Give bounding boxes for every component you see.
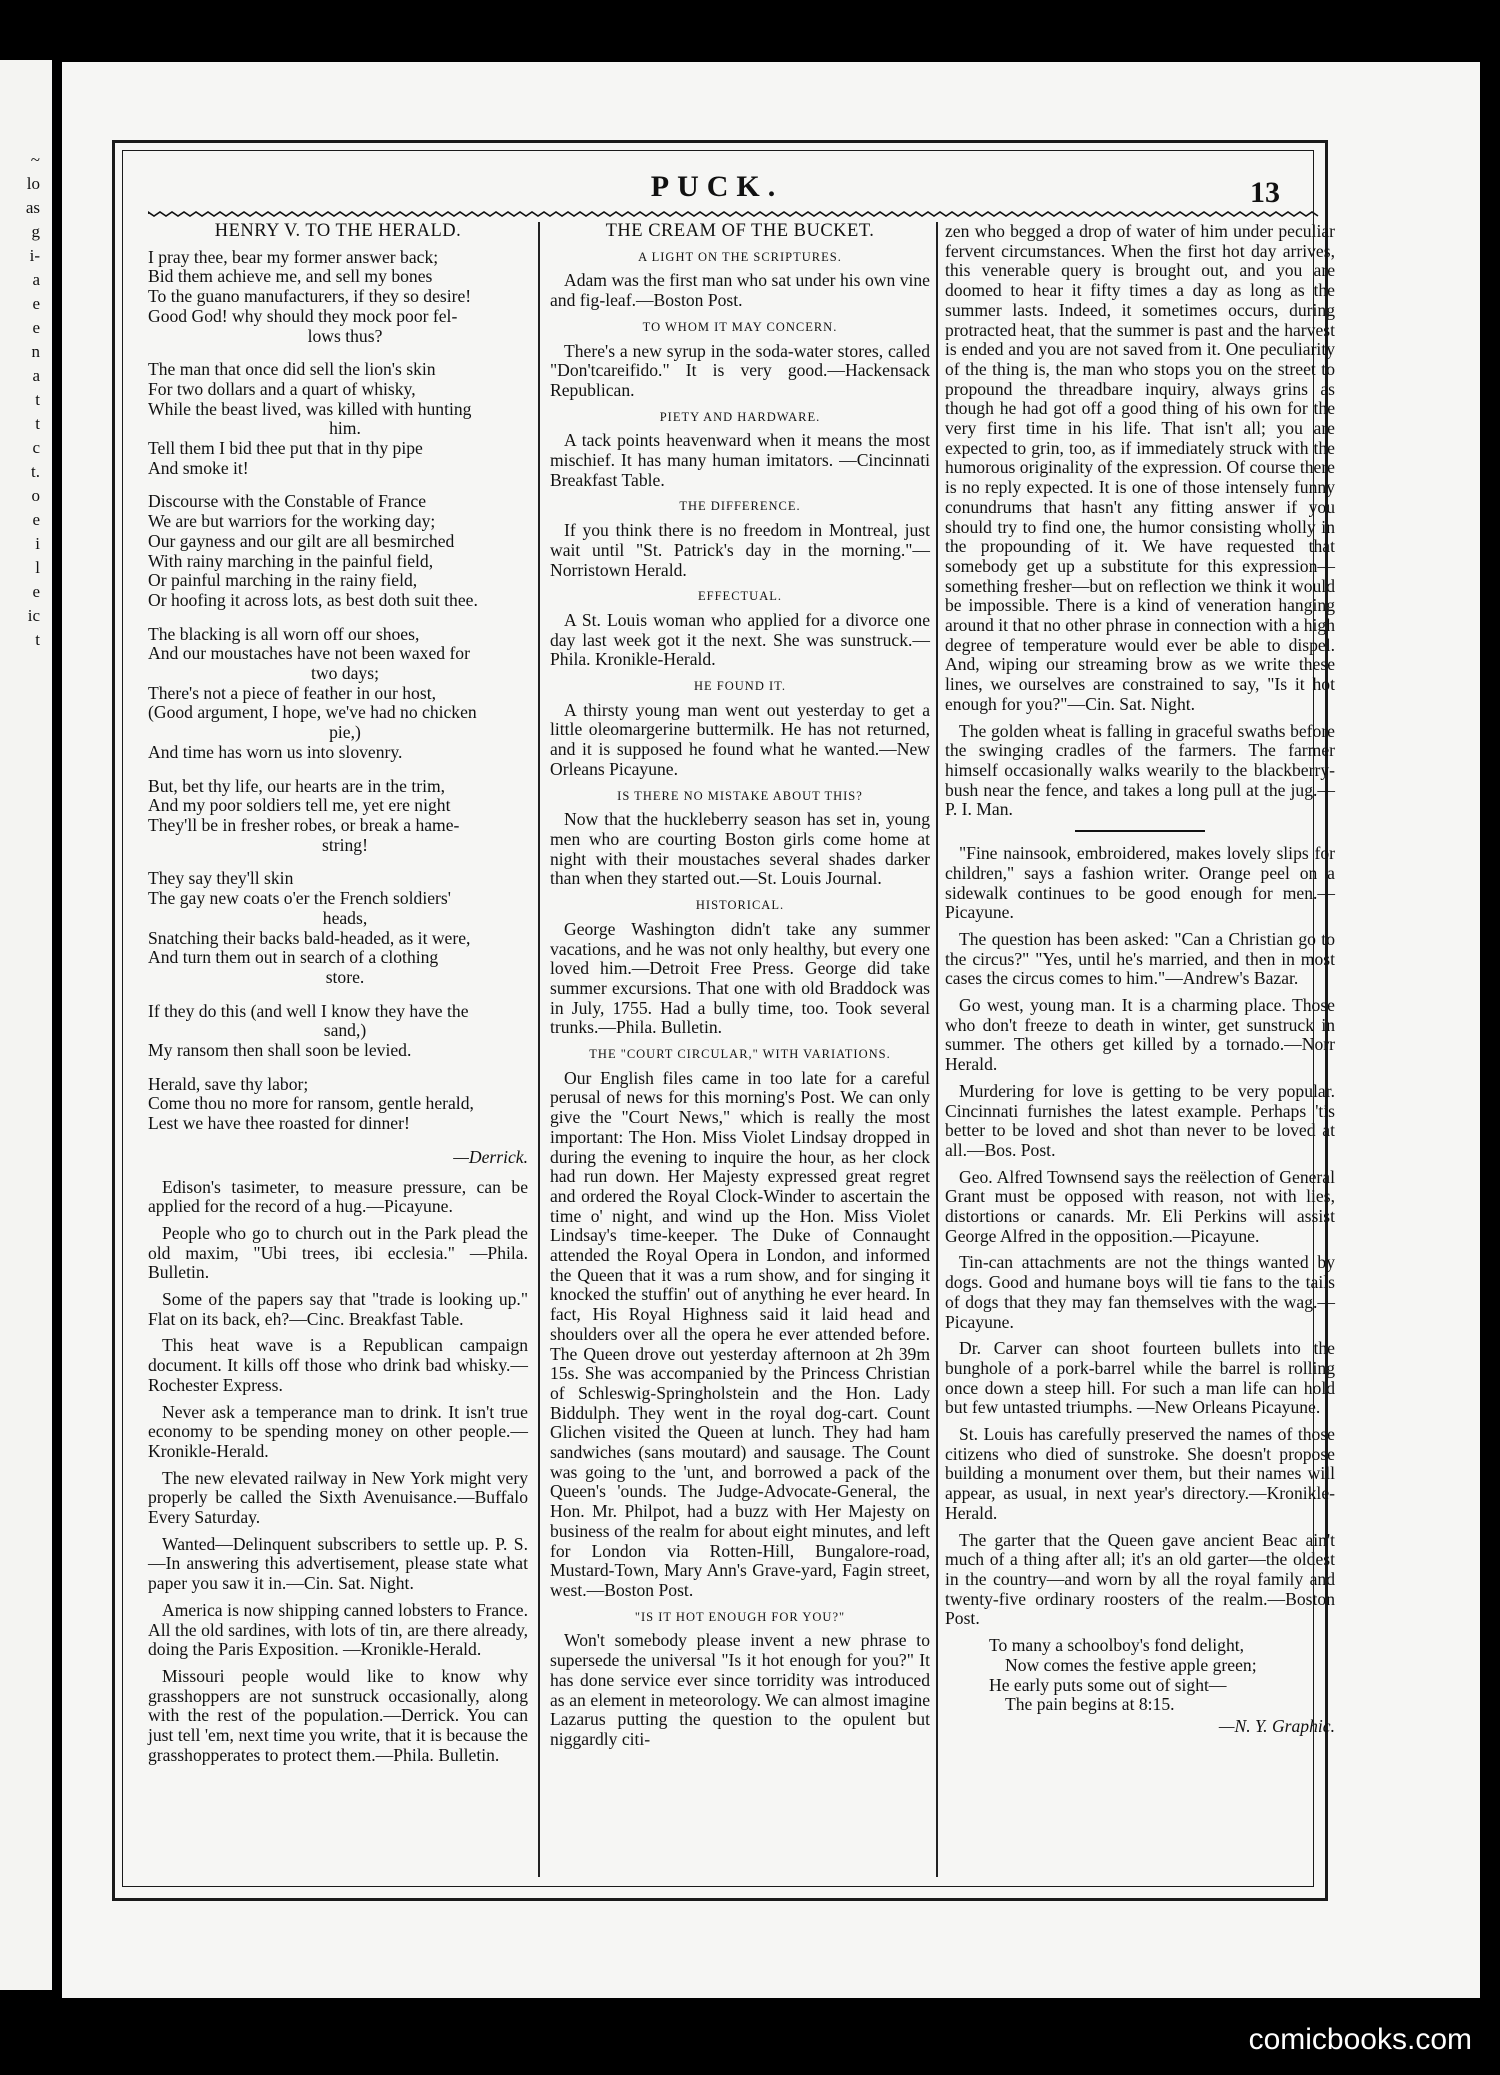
news-item: Wanted—Delinquent subscribers to settle up. P. S.—In answering this advertisement, please state what paper you saw it in.—Cin. Sat. Night. <box>148 1533 528 1594</box>
poem-line: They say they'll skin <box>148 868 294 889</box>
column-2-sections <box>550 248 930 1750</box>
column-3-items-2 <box>945 844 1335 1629</box>
news-item: Dr. Carver can shoot fourteen bullets into the bunghole of a pork-barrel while the barrel is rolling once down a steep hill. For such a man life can hold but few untasted triumphs. —New Orleans Picayune. <box>945 1338 1335 1418</box>
adjacent-page-fragment: as <box>25 198 40 217</box>
section-heading: THE DIFFERENCE. <box>679 499 801 514</box>
adjacent-page-fragment: lo <box>26 174 40 193</box>
poem-line: string! <box>322 834 368 855</box>
adjacent-page-fragment: e <box>32 510 40 529</box>
section-heading: PIETY AND HARDWARE. <box>659 409 821 424</box>
poem-stanza <box>148 625 528 763</box>
poem-line: lows thus? <box>307 325 383 346</box>
news-item: The question has been asked: "Can a Christian go to the circus?" "Yes, until he's married, and then in most cases the circus comes to him."—Andrew's Bazar. <box>945 928 1335 989</box>
adjacent-page-fragment: o <box>31 486 40 505</box>
poem-line: With rainy marching in the painful field, <box>148 550 434 571</box>
poem-line: My ransom then shall soon be levied. <box>148 1040 412 1061</box>
section-heading: HISTORICAL. <box>695 898 785 913</box>
poem-line: (Good argument, I hope, we've had no chicken <box>148 702 477 723</box>
closing-verse <box>989 1636 1335 1715</box>
section-text: A tack points heavenward when it means the most mischief. It has many human imitators. —Cincinnati Breakfast Table. <box>550 430 930 490</box>
verse-line: To many a schoolboy's fond delight, <box>989 1635 1245 1656</box>
adjacent-page-strip <box>0 60 52 1990</box>
section-text: If you think there is no freedom in Montreal, just wait until "St. Patrick's day in the morning."—Norristown Herald. <box>550 520 930 580</box>
section-text: A St. Louis woman who applied for a divorce one day last week got it the next. She was sunstruck.—Phila. Kronikle-Herald. <box>550 609 930 670</box>
news-item: The new elevated railway in New York might very properly be called the Sixth Avenuisance.—Buffalo Every Saturday. <box>148 1467 528 1528</box>
poem-line: While the beast lived, was killed with hunting <box>148 398 472 419</box>
poem-line: We are but warriors for the working day; <box>148 511 436 532</box>
adjacent-page-fragment: t. <box>31 462 40 481</box>
poem-line: Come thou no more for ransom, gentle herald, <box>148 1093 474 1114</box>
poem-stanza <box>148 360 528 478</box>
poem-line: But, bet thy life, our hearts are in the trim, <box>148 775 446 796</box>
poem-line: They'll be in fresher robes, or break a hame- <box>148 814 460 835</box>
site-watermark: comicbooks.com <box>1248 2023 1472 2056</box>
poem-title: HENRY V. TO THE HERALD. <box>214 221 462 241</box>
poem-line: store. <box>325 966 365 987</box>
section-heading: THE "COURT CIRCULAR," WITH VARIATIONS. <box>589 1047 891 1062</box>
poem-line: The blacking is all worn off our shoes, <box>148 623 420 644</box>
poem-line: Herald, save thy labor; <box>148 1073 309 1094</box>
poem-line: pie,) <box>329 722 361 743</box>
news-item: People who go to church out in the Park plead the old maxim, "Ubi trees, ibi ecclesia." —Phila. Bulletin. <box>148 1222 528 1283</box>
section-heading: IS THERE NO MISTAKE ABOUT THIS? <box>617 788 863 803</box>
news-item: Geo. Alfred Townsend says the reëlection of General Grant must be opposed with reason, not with lies, distortions or canards. Mr. Eli Perkins will assist George Alfred in the opposition.—Picayune. <box>945 1166 1335 1246</box>
separator-rule <box>1075 830 1205 832</box>
poem-stanza <box>148 492 528 610</box>
news-item: America is now shipping canned lobsters to France. All the old sardines, with lots of tin, are there already, doing the Paris Exposition. —Kronikle-Herald. <box>148 1599 528 1660</box>
column-1 <box>148 222 528 1773</box>
news-item: This heat wave is a Republican campaign document. It kills off those who drink bad whisky.—Rochester Express. <box>148 1335 528 1395</box>
column-rule-1 <box>538 222 540 1877</box>
poem-stanza <box>148 1075 528 1134</box>
section-text: George Washington didn't take any summer vacations, and he was not only healthy, but every one loved him.—Detroit Free Press. George did take summer excursions. That one with old Braddock was in July, 1755. Had a bully time, too. Took several trunks.—Phila. Bulletin. <box>550 918 930 1038</box>
poem-line: Or painful marching in the rainy field, <box>148 570 418 591</box>
column-3 <box>945 222 1335 1747</box>
news-item: The golden wheat is falling in graceful swaths before the swinging cradles of the farmers. The farmer himself occasionally walks wearily to the blackberry-bush near the fence, and takes a long pull at the jug.—P. I. Man. <box>945 720 1335 820</box>
poem-line: Good God! why should they mock poor fel- <box>148 305 458 326</box>
column-3-items <box>945 222 1335 820</box>
poem-line: And my poor soldiers tell me, yet ere night <box>148 795 451 816</box>
news-item: Murdering for love is getting to be very popular. Cincinnati furnishes the latest example. Perhaps 'tis better to be loved and shot than never to be loved at all.—Bos. Post. <box>945 1080 1335 1160</box>
poem-line: To the guano manufacturers, if they so desire! <box>148 286 472 307</box>
verse-signature: —N. Y. Graphic. <box>1218 1715 1335 1736</box>
section-heading: HE FOUND IT. <box>694 679 786 694</box>
news-item: zen who begged a drop of water of him under peculiar fervent circumstances. When the first hot day arrives, this venerable query is brought out, and you are doomed to hear it fifty times a day as long as the summer lasts. Indeed, it sometimes occurs, during protracted heat, that the summer is past and the harvest is ended and you are not saved from it. One peculiarity of the thing is, the man who stops you on the street to propound the threadbare inquiry, always grins as though he had got off a good thing of his own for the very first time in his life. That isn't all; you are expected to grin, too, as if immediately struck with the humorous originality of the expression. Of course there is no reply expected. It is one of those intensely funny conundrums that hasn't any fitting answer if you should try to find one, the humor consisting wholly in the propounding of it. We have requested that somebody get up a substitute for this expression—something fresher—but on reflection we think it would be impossible. There is a kind of veneration hanging around it that no other phrase in connection with a high degree of temperature would ever be able to dispel. And, wiping our streaming brow as we write these lines, we ourselves are constrained to say, "Is it hot enough for you?"—Cin. Sat. Night. <box>945 221 1335 714</box>
poem-line: And turn them out in search of a clothing <box>148 947 439 968</box>
poem-stanza <box>148 777 528 856</box>
section-text: There's a new syrup in the soda-water stores, called "Don'tcareifido." It is very good.—Hackensack Republican. <box>550 340 930 400</box>
poem-line: There's not a piece of feather in our host, <box>148 682 436 703</box>
news-item: St. Louis has carefully preserved the names of those citizens who died of sunstroke. She doesn't propose building a monument over them, but their names will appear, as usual, in next year's directory.—Kronikle-Herald. <box>945 1424 1335 1523</box>
news-item: Edison's tasimeter, to measure pressure, can be applied for the record of a hug.—Picayune. <box>148 1176 528 1217</box>
masthead <box>122 170 1312 210</box>
section-text: Our English files came in too late for a careful perusal of news for this morning's Post. We can only give the "Court News," which is really the most important: The Hon. Miss Violet Lindsay dropped in during the evening to inquire the hour, as her clock had run down. Her Majesty expressed great regret and ordered the Royal Clock-Winder to ascertain the time o' night, and wind up the Hon. Miss Violet Lindsay's time-keeper. The Duke of Connaught attended the Royal Opera in London, and informed the Queen that it was a rum show, and for singing it knocked the stuffin' out of anything he ever heard. In fact, His Royal Highness said it laid head and shoulders over all the opera he ever attended before. The Queen drove out yesterday afternoon at 2h 39m 15s. She was accompanied by the Princess Christian of Schleswig-Springholstein and the Hon. Lady Biddulph. They went in the royal dog-cart. Count Glichen visited the Queen at lunch. They had ham sandwiches (sans moutard) and sausage. The Count was going to the 'unt, and borrowed a pack of the Queen's 'ounds. The Judge-Advocate-General, the Hon. Mr. Philpot, had a buzz with Her Majesty on business of the realm for about eight minutes, and left for London via Rotten-Hill, Bungalore-road, Mustard-Town, Mary Ann's Grave-yard, Fagin street, west.—Boston Post. <box>550 1067 930 1600</box>
page-number: 13 <box>1250 176 1280 209</box>
poem-line: Snatching their backs bald-headed, as it were, <box>148 927 471 948</box>
adjacent-page-fragment: c <box>32 438 40 457</box>
adjacent-page-fragment: e <box>32 318 40 337</box>
poem-line: Our gayness and our gilt are all besmirched <box>148 530 455 551</box>
poem-line: Bid them achieve me, and sell my bones <box>148 266 433 287</box>
section-text: Won't somebody please invent a new phrase to supersede the universal "Is it hot enough for you?" It has done service ever since torridity was introduced as an element in meteorology. We can almost imagine Lazarus putting the question to the opulent but niggardly citi- <box>550 1630 930 1749</box>
adjacent-page-fragment: ic <box>27 606 40 625</box>
adjacent-page-fragment: i <box>35 534 40 553</box>
news-item: The garter that the Queen gave ancient Beac ain't much of a thing after all; it's an old garter—the oldest in the country—and worn by all the royal family and twenty-five ordinary roosters of the realm.—Boston Post. <box>945 1529 1335 1629</box>
adjacent-page-fragment: t <box>35 414 40 433</box>
verse-line: Now comes the festive apple green; <box>1005 1654 1257 1675</box>
adjacent-page-fragment: n <box>31 342 40 361</box>
news-item: "Fine nainsook, embroidered, makes lovely slips for children," says a fashion writer. Orange peel on a sidewalk continues to be good enough for men.—Picayune. <box>945 843 1335 923</box>
section-heading: TO WHOM IT MAY CONCERN. <box>642 319 838 334</box>
column-2 <box>550 222 930 1757</box>
poem-line: And smoke it! <box>148 457 249 478</box>
section-title: THE CREAM OF THE BUCKET. <box>605 221 875 241</box>
news-item: Go west, young man. It is a charming place. Those who don't freeze to death in winter, get sunstruck in summer. The others get killed by a tornado.—Norr Herald. <box>945 995 1335 1075</box>
news-item: Never ask a temperance man to drink. It isn't true economy to be spending money on other people.—Kronikle-Herald. <box>148 1401 528 1461</box>
poem <box>148 248 528 1134</box>
poem-line: The gay new coats o'er the French soldiers' <box>148 888 451 909</box>
poem-line: him. <box>329 418 361 439</box>
section-heading: A LIGHT ON THE SCRIPTURES. <box>638 249 842 264</box>
adjacent-page-fragment: g <box>31 222 40 241</box>
news-item: Tin-can attachments are not the things wanted by dogs. Good and humane boys will tie fans to the tails of dogs that they may fan themselves with the wag.—Picayune. <box>945 1252 1335 1332</box>
poem-line: The man that once did sell the lion's skin <box>148 359 436 380</box>
poem-line: And our moustaches have not been waxed for <box>148 643 470 664</box>
adjacent-page-fragment: e <box>32 294 40 313</box>
poem-line: I pray thee, bear my former answer back; <box>148 246 439 267</box>
poem-line: two days; <box>311 663 379 684</box>
news-item: Missouri people would like to know why grasshoppers are not sunstruck occasionally, along with the rest of the population.—Derrick. You can just tell 'em, next time you write, that it is because the grasshopperates to protect them.—Phila. Bulletin. <box>148 1666 528 1765</box>
adjacent-page-fragment: i- <box>29 246 40 265</box>
section-heading: EFFECTUAL. <box>698 589 782 604</box>
column-rule-2 <box>936 222 938 1877</box>
section-text: Now that the huckleberry season has set in, young men who are courting Boston girls come home at night with their moustaches several shades darker than when they started out.—St. Louis Journal. <box>550 809 930 889</box>
poem-line: Or hoofing it across lots, as best doth suit thee. <box>148 589 478 610</box>
poem-line: heads, <box>322 907 368 928</box>
verse-line: He early puts some out of sight— <box>989 1674 1227 1695</box>
adjacent-page-fragment: l <box>35 558 40 577</box>
poem-stanza <box>148 1002 528 1061</box>
news-item: Some of the papers say that "trade is looking up." Flat on its back, eh?—Cinc. Breakfast Table. <box>148 1289 528 1329</box>
section-text: A thirsty young man went out yesterday to get a little oleomargerine buttermilk. He has not returned, and it is supposed he found what he wanted.—New Orleans Picayune. <box>550 699 930 779</box>
masthead-wavy-rule <box>148 210 1320 218</box>
poem-line: Tell them I bid thee put that in thy pipe <box>148 438 423 459</box>
poem-line: For two dollars and a quart of whisky, <box>148 378 416 399</box>
masthead-title: PUCK. <box>650 170 784 203</box>
column-1-items <box>148 1178 528 1766</box>
poem-signature: —Derrick. <box>453 1146 528 1167</box>
adjacent-page-fragment: ~ <box>30 150 40 169</box>
adjacent-page-fragment: t <box>35 630 40 649</box>
poem-line: Discourse with the Constable of France <box>148 491 427 512</box>
poem-line: sand,) <box>323 1020 367 1041</box>
poem-line: If they do this (and well I know they have the <box>148 1000 469 1021</box>
poem-line: And time has worn us into slovenry. <box>148 741 403 762</box>
poem-line: Lest we have thee roasted for dinner! <box>148 1113 410 1134</box>
adjacent-page-fragment: a <box>32 366 40 385</box>
poem-stanza <box>148 869 528 987</box>
adjacent-page-fragment: e <box>32 582 40 601</box>
section-heading: "IS IT HOT ENOUGH FOR YOU?" <box>634 1609 846 1624</box>
verse-line: The pain begins at 8:15. <box>1005 1694 1175 1715</box>
adjacent-page-fragment: t <box>35 390 40 409</box>
section-text: Adam was the first man who sat under his own vine and fig-leaf.—Boston Post. <box>550 270 930 311</box>
adjacent-page-fragment: a <box>32 270 40 289</box>
poem-stanza <box>148 248 528 347</box>
